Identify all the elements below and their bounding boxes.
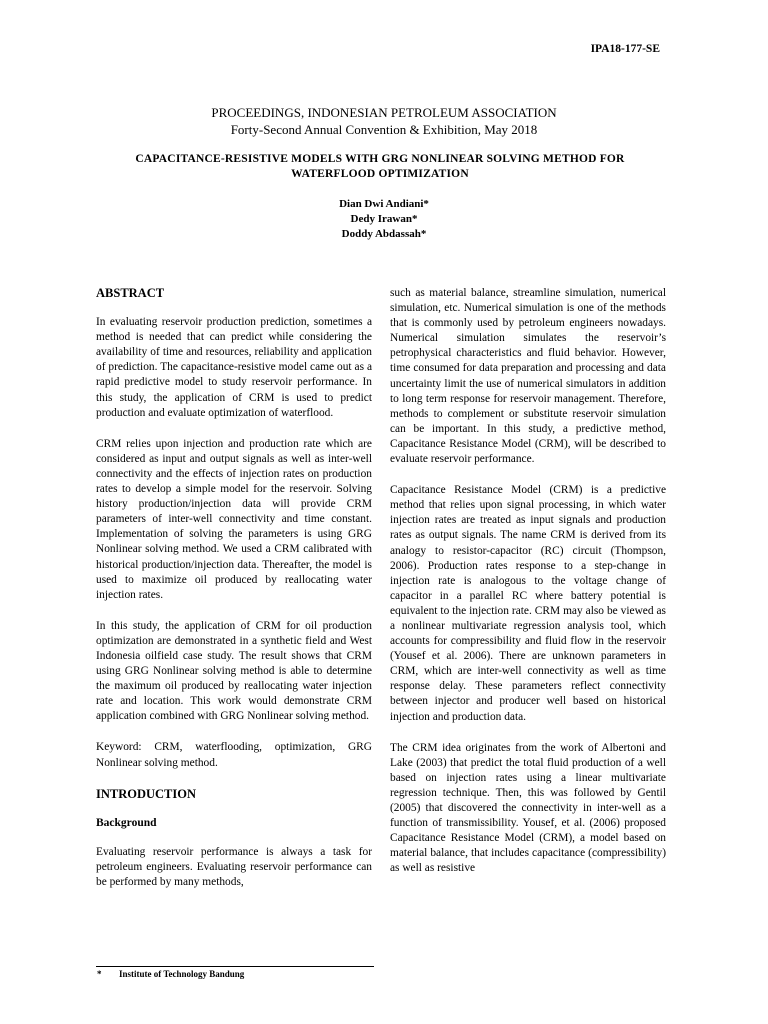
author-3: Doddy Abdassah*	[341, 228, 427, 240]
background-paragraph: Evaluating reservoir performance is always a task for petroleum engineers. Evaluating reservoir performance can be performed by many methods,	[96, 845, 372, 888]
left-column	[96, 286, 372, 906]
intro-paragraph-3: The CRM idea originates from the work of Albertoni and Lake (2003) that predict the total fluid production of a well based on injection rates using a linear multivariate regression technique. Then, this was followed by Gentil (2005) that discovered the connectivity in inter-well as a function of transmissibility. Yousef, et al. (2006) proposed Capacitance Resistance Model (CRM), a model based on material balance, that includes capacitance (compressibility) as well as resistive	[390, 741, 666, 875]
footnote	[97, 969, 244, 979]
footnote-text: Institute of Technology Bandung	[119, 969, 245, 979]
footnote-marker: *	[97, 969, 102, 979]
convention-line: Forty-Second Annual Convention & Exhibition, May 2018	[230, 122, 538, 137]
keywords: Keyword: CRM, waterflooding, optimization, GRG Nonlinear solving method.	[96, 741, 372, 769]
paper-code: IPA18-177-SE	[590, 43, 660, 55]
paper-title	[90, 152, 670, 182]
abstract-paragraph-1: In evaluating reservoir production prediction, sometimes a method is needed that can predict while considering the availability of time and resources, reliability and application of prediction. The capacitance-resistive model came out as a rapid predictive model to study reservoir performance. In this study, the application of CRM is used to predict production and evaluate optimization of waterflood.	[96, 316, 372, 419]
abstract-paragraph-2: CRM relies upon injection and production rate which are considered as input and output signals as well as inter-well connectivity and the effects of injection rates on production rates to develop a simple model for the reservoir. Solving history production/injection data will provide CRM parameters of inter-well connectivity and time constant. Implementation of solving the parameters is using GRG Nonlinear solving method. We used a CRM calibrated with historical production/injection data. Thereafter, the model is used to maximize oil produced by reallocating water injection rates.	[96, 437, 372, 601]
proceedings-line: PROCEEDINGS, INDONESIAN PETROLEUM ASSOCIATION	[211, 105, 557, 120]
abstract-heading: ABSTRACT	[96, 286, 165, 300]
intro-paragraph-1: such as material balance, streamline simulation, numerical simulation, etc. Numerical simulation is one of the methods that is commonly used by petroleum engineers nowadays. Numerical simulation simulates the reservoir’s petrophysical characteristics and fluid behavior. However, time consumed for data preparation and processing and data uncertainty limit the use of numerical simulators in addition to long term response for reservoir management. Therefore, methods to complement or substitute reservoir simulation can be important. In this study, a predictive method, Capacitance Resistance Model (CRM), will be described to evaluate reservoir performance.	[390, 287, 666, 466]
footnote-divider	[96, 966, 374, 967]
abstract-paragraph-3: In this study, the application of CRM for oil production optimization are demonstrated in a synthetic field and West Indonesia oilfield case study. The result shows that CRM using GRG Nonlinear solving method is able to determine the maximum oil produced by reallocating water injection rate and location. This work would demonstrate CRM application combined with GRG Nonlinear solving method.	[96, 619, 372, 723]
title-line-2: WATERFLOOD OPTIMIZATION	[291, 168, 469, 180]
author-1: Dian Dwi Andiani*	[339, 198, 429, 210]
title-line-1: CAPACITANCE-RESISTIVE MODELS WITH GRG NONLINEAR SOLVING METHOD FOR	[135, 153, 625, 165]
background-heading: Background	[96, 816, 157, 829]
intro-paragraph-2: Capacitance Resistance Model (CRM) is a predictive method that relies upon signal processing, in which water injection rates are treated as input signals and production rates as output signals. The name CRM is derived from its analogy to resistor-capacitor (RC) circuit (Thompson, 2006). Production rates response to a step-change in injection rate is analogous to the voltage change of capacitor in a parallel RC where battery potential is equivalent to the injection rate. CRM may also be viewed as a nonlinear multivariate regression analysis tool, which accounts for compressibility and fluid flow in the reservoir (Yousef et al. 2006). There are unknown parameters in CRM, which are inter-well connectivity as well as time response delay. These parameters reflect connectivity between injector and producer well based on historical injection and production data.	[390, 484, 666, 723]
introduction-heading: INTRODUCTION	[96, 786, 197, 801]
author-list	[0, 197, 768, 242]
author-2: Dedy Irawan*	[350, 213, 418, 225]
right-column	[390, 286, 666, 892]
